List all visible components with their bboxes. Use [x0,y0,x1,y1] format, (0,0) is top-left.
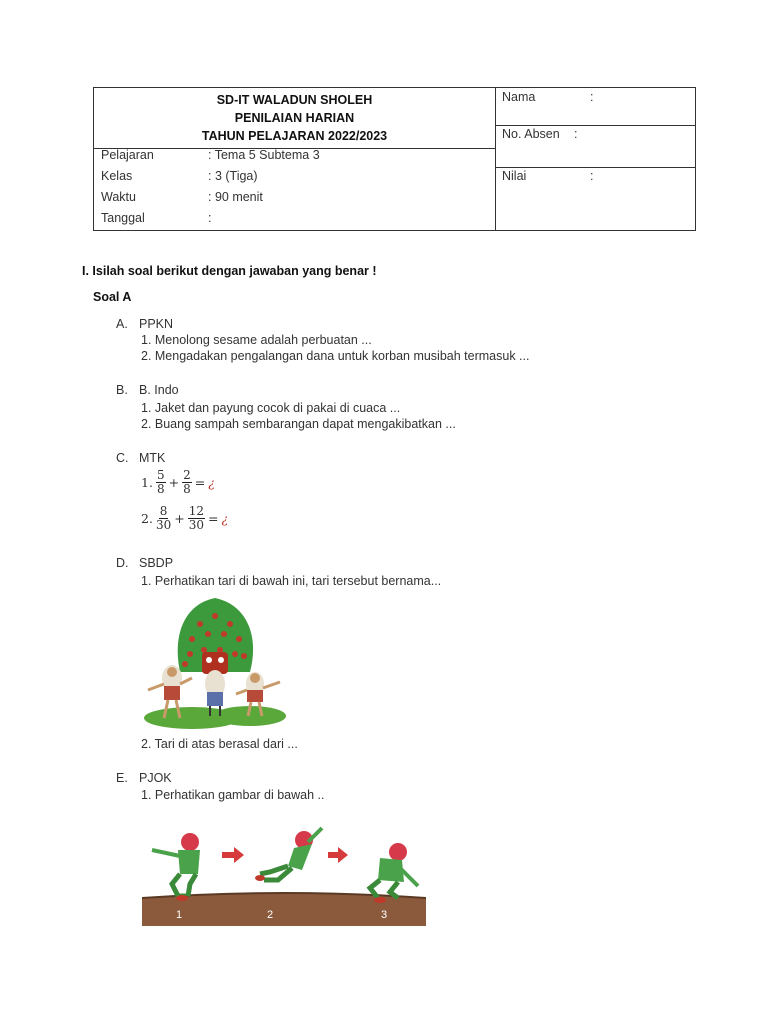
equals-sign: = [207,511,219,526]
field-label-tanggal: Tanggal [101,211,145,225]
dance-illustration [140,594,290,734]
equals-sign: = [194,475,206,490]
numerator: 2 [183,468,191,482]
step-label: 2 [267,909,274,921]
question-a1: 1. Menolong sesame adalah perbuatan ... [141,333,372,347]
numerator: 5 [156,468,165,482]
divider [495,88,496,230]
field-value-tanggal: : [208,211,212,225]
plus-sign: + [174,511,185,526]
fraction [182,469,192,496]
question-b1: 1. Jaket dan payung cocok di pakai di cuaca ... [141,401,401,415]
denominator: 30 [188,518,204,532]
section-d-title: SBDP [139,556,174,570]
instruction: I. Isilah soal berikut dengan jawaban yang benar ! [82,264,377,278]
soal-title: Soal A [93,290,132,304]
student-label-absen: No. Absen [502,127,560,141]
student-value-nilai: : [590,169,594,183]
step-label: 3 [381,909,388,921]
field-label-waktu: Waktu [101,190,136,204]
plus-sign: + [168,475,180,490]
divider [495,167,696,168]
question-d1: 1. Perhatikan tari di bawah ini, tari tersebut bernama... [141,574,442,588]
school-name: SD-IT WALADUN SHOLEH [216,93,373,107]
field-value-kelas: : 3 (Tiga) [208,169,258,183]
exam-title: PENILAIAN HARIAN [234,111,355,125]
numerator: 12 [188,504,204,518]
student-label-nama: Nama [502,90,536,104]
denominator: 8 [156,482,165,496]
section-a-title: PPKN [139,317,174,331]
divider [495,125,696,126]
section-a-letter: A. [116,317,128,331]
section-b-letter: B. [116,383,128,397]
question-b2: 2. Buang sampah sembarangan dapat mengakibatkan ... [141,417,456,431]
answer-placeholder: ¿ [208,475,215,490]
field-value-pelajaran: : Tema 5 Subtema 3 [208,148,320,162]
step-label: 1 [176,909,183,921]
fraction [156,469,166,496]
question-a2: 2. Mengadakan pengalangan dana untuk korban musibah termasuk ... [141,349,530,363]
academic-year: TAHUN PELAJARAN 2022/2023 [201,129,388,143]
section-b-title: B. Indo [139,383,179,397]
field-value-waktu: : 90 menit [208,190,263,204]
question-c1 [141,469,215,496]
question-c2 [141,505,228,532]
question-d2: 2. Tari di atas berasal dari ... [141,737,298,751]
section-c-title: MTK [139,451,166,465]
section-e-letter: E. [116,771,128,785]
header-table [93,87,696,231]
question-number: 1. [141,475,153,490]
numerator: 8 [159,504,168,518]
fraction [156,505,171,532]
question-number: 2. [141,511,153,526]
section-e-title: PJOK [139,771,172,785]
student-value-nama: : [590,90,594,104]
section-c-letter: C. [116,451,129,465]
field-label-pelajaran: Pelajaran [101,148,154,162]
answer-placeholder: ¿ [221,511,229,526]
student-label-nilai: Nilai [502,169,527,183]
fraction [188,505,205,532]
question-e1: 1. Perhatikan gambar di bawah .. [141,788,325,802]
denominator: 8 [183,482,191,496]
section-d-letter: D. [116,556,129,570]
denominator: 30 [155,518,172,532]
field-label-kelas: Kelas [101,169,133,183]
student-value-absen: : [574,127,578,141]
